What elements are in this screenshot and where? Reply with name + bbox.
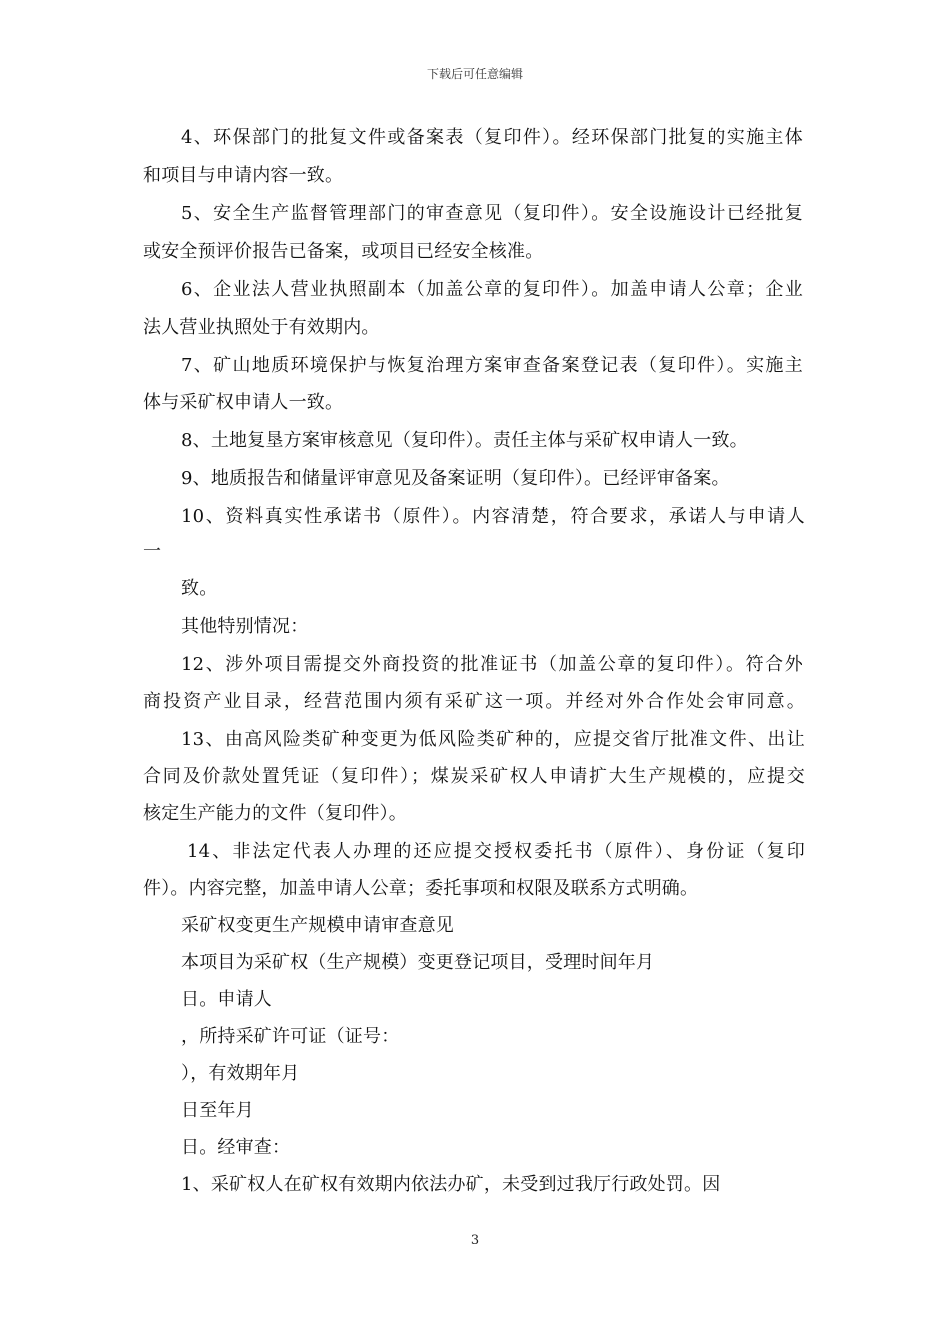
- paragraph-line: 合同及价款处置凭证（复印件）；煤炭采矿权人申请扩大生产规模的，应提交: [143, 766, 805, 787]
- page-header: 下载后可任意编辑: [426, 67, 523, 81]
- paragraph-line: ），有效期年月: [181, 1063, 300, 1084]
- paragraph-line: 14、非法定代表人办理的还应提交授权委托书（原件）、身份证（复印: [187, 841, 805, 862]
- paragraph-line: 9、地质报告和储量评审意见及备案证明（复印件）。已经评审备案。: [181, 468, 730, 489]
- paragraph-line: 1、采矿权人在矿权有效期内依法办矿，未受到过我厅行政处罚。因: [181, 1174, 721, 1195]
- paragraph-line: 本项目为采矿权（生产规模）变更登记项目，受理时间年月: [181, 952, 655, 973]
- paragraph-line: 12、涉外项目需提交外商投资的批准证书（加盖公章的复印件）。符合外: [181, 654, 803, 675]
- paragraph-line: 一: [143, 541, 162, 562]
- paragraph-line: 10、资料真实性承诺书（原件）。内容清楚，符合要求，承诺人与申请人: [181, 506, 805, 527]
- paragraph-line: 日。申请人: [181, 989, 272, 1010]
- page-number: 3: [470, 1233, 480, 1248]
- paragraph-line: 商投资产业目录，经营范围内须有采矿这一项。并经对外合作处会审同意。: [143, 691, 805, 712]
- paragraph-line: 8、土地复垦方案审核意见（复印件）。责任主体与采矿权申请人一致。: [181, 430, 748, 451]
- paragraph-line: 7、矿山地质环境保护与恢复治理方案审查备案登记表（复印件）。实施主: [181, 355, 803, 376]
- paragraph-line: 5、安全生产监督管理部门的审查意见（复印件）。安全设施设计已经批复: [181, 203, 803, 224]
- paragraph-line: 4、环保部门的批复文件或备案表（复印件）。经环保部门批复的实施主体: [181, 127, 803, 148]
- section-title: 采矿权变更生产规模申请审查意见: [181, 915, 454, 936]
- paragraph-line: 和项目与申请内容一致。: [143, 165, 344, 186]
- paragraph-line: 法人营业执照处于有效期内。: [143, 317, 380, 338]
- paragraph-line: 致。: [181, 578, 218, 599]
- paragraph-line: 或安全预评价报告已备案，或项目已经安全核准。: [143, 241, 544, 262]
- paragraph-line: 体与采矿权申请人一致。: [143, 392, 344, 413]
- paragraph-line: 核定生产能力的文件（复印件）。: [143, 803, 407, 824]
- paragraph-line: 其他特别情况：: [181, 616, 309, 637]
- paragraph-line: 日至年月: [181, 1100, 254, 1121]
- paragraph-line: 件）。内容完整，加盖申请人公章；委托事项和权限及联系方式明确。: [143, 878, 699, 899]
- paragraph-line: 日。经审查：: [181, 1137, 291, 1158]
- paragraph-line: 6、企业法人营业执照副本（加盖公章的复印件）。加盖申请人公章；企业: [181, 279, 803, 300]
- paragraph-line: ，所持采矿许可证（证号：: [181, 1026, 400, 1047]
- paragraph-line: 13、由高风险类矿种变更为低风险类矿种的，应提交省厅批准文件、出让: [181, 729, 805, 750]
